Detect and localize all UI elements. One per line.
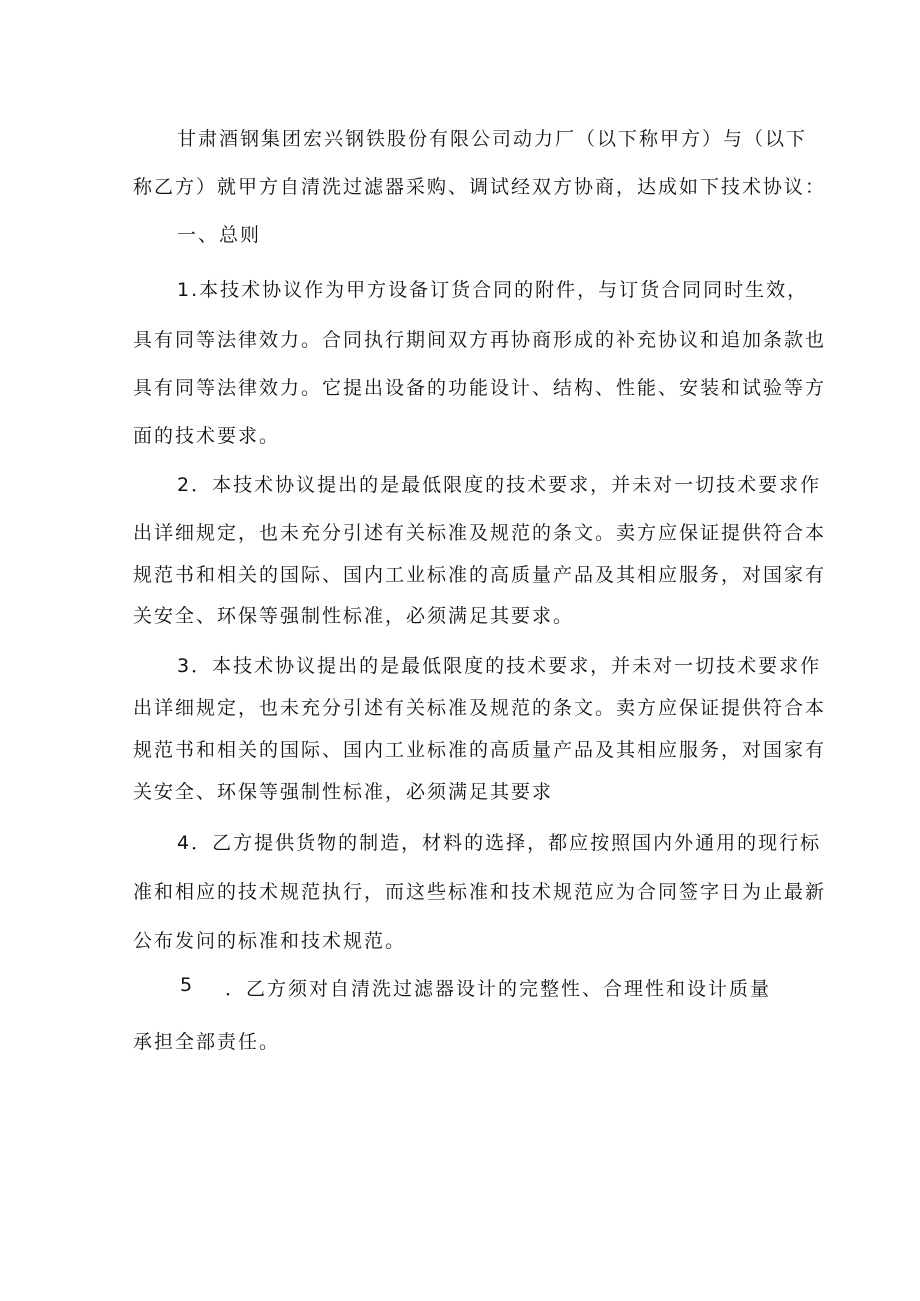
item-5-line-1: ．乙方须对自清洗过滤器设计的完整性、合理性和设计质量 [225, 978, 772, 1000]
item-1-line-2: 具有同等法律效力。合同执行期间双方再协商形成的补充协议和追加条款也 [133, 329, 827, 351]
item-2-line-3: 规范书和相关的国际、国内工业标准的高质量产品及其相应服务，对国家有 [133, 564, 827, 586]
item-2-line-1: 2．本技术协议提出的是最低限度的技术要求，并未对一切技术要求作 [177, 474, 822, 496]
item-1-line-1: 1.本技术协议作为甲方设备订货合同的附件，与订货合同同时生效， [177, 279, 809, 301]
item-3-line-4: 关安全、环保等强制性标准，必须满足其要求 [133, 781, 554, 803]
item-5-number: 5 [180, 974, 195, 996]
item-4-line-3: 公布发问的标准和技术规范。 [133, 930, 407, 952]
item-3-line-3: 规范书和相关的国际、国内工业标准的高质量产品及其相应服务，对国家有 [133, 739, 827, 761]
item-1-line-3: 具有同等法律效力。它提出设备的功能设计、结构、性能、安装和试验等方 [133, 377, 827, 399]
item-2-line-2: 出详细规定，也未充分引述有关标准及规范的条文。卖方应保证提供符合本 [133, 522, 827, 544]
intro-line-2: 称乙方）就甲方自清洗过滤器采购、调试经双方协商，达成如下技术协议： [133, 176, 827, 198]
item-5-line-2: 承担全部责任。 [133, 1031, 281, 1053]
item-4-line-1: 4．乙方提供货物的制造，材料的选择，都应按照国内外通用的现行标 [177, 832, 822, 854]
intro-line-1: 甘肃酒钢集团宏兴钢铁股份有限公司动力厂（以下称甲方）与（以下 [177, 128, 808, 150]
item-4-line-2: 准和相应的技术规范执行，而这些标准和技术规范应为合同签字日为止最新 [133, 881, 827, 903]
item-1-line-4: 面的技术要求。 [133, 425, 281, 447]
item-2-line-4: 关安全、环保等强制性标准，必须满足其要求。 [133, 605, 575, 627]
section-heading: 一、总则 [177, 224, 262, 246]
item-3-line-1: 3．本技术协议提出的是最低限度的技术要求，并未对一切技术要求作 [177, 655, 822, 677]
item-3-line-2: 出详细规定，也未充分引述有关标准及规范的条文。卖方应保证提供符合本 [133, 697, 827, 719]
